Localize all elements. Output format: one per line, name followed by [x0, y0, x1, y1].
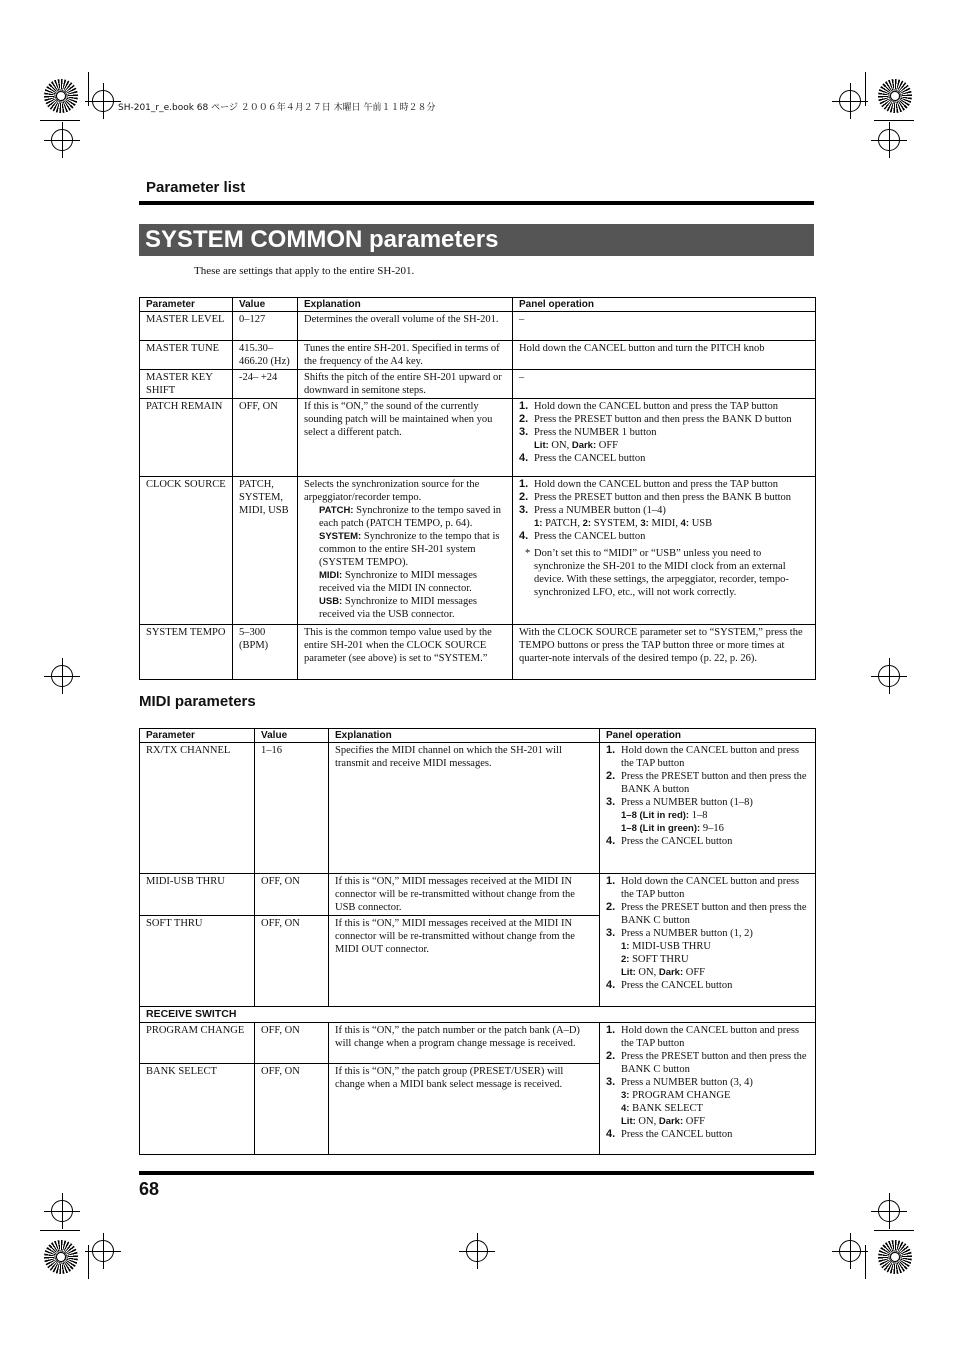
- param-cell: SOFT THRU: [140, 916, 255, 1007]
- step-number: 3.: [606, 1076, 616, 1088]
- panel-cell: [600, 1023, 816, 1155]
- system-common-table: [139, 297, 816, 680]
- column-header: Parameter: [140, 729, 255, 743]
- table-row: [140, 312, 816, 341]
- table-row: [140, 874, 816, 916]
- param-cell: MASTER TUNE: [140, 341, 233, 370]
- crop-mark: [88, 72, 89, 106]
- param-cell: CLOCK SOURCE: [140, 477, 233, 625]
- explanation-cell: If this is “ON,” the patch group (PRESET/USER) will change when a MIDI bank select message is received.: [329, 1064, 600, 1155]
- step: [606, 835, 809, 848]
- crosshair-icon: [878, 1200, 900, 1222]
- print-header: SH-201_r_e.book 68 ページ ２００６年４月２７日 木曜日 午前１１時２８分: [118, 103, 436, 113]
- crop-mark: [40, 1230, 80, 1231]
- panel-cell: –: [513, 370, 816, 399]
- crosshair-icon: [92, 90, 114, 112]
- step-number: 2.: [519, 413, 529, 425]
- param-cell: BANK SELECT: [140, 1064, 255, 1155]
- step-options: 4: BANK SELECT: [621, 1103, 703, 1114]
- step-text: Press the PRESET button and then press the BANK B button: [534, 492, 792, 503]
- table-row: [140, 743, 816, 874]
- registration-star-icon: [878, 79, 912, 113]
- crosshair-icon: [878, 129, 900, 151]
- table-row: [140, 477, 816, 625]
- table-row: [140, 370, 816, 399]
- midi-heading: MIDI parameters: [139, 693, 256, 710]
- crosshair-icon: [878, 665, 900, 687]
- explanation-cell: If this is “ON,” MIDI messages received at the MIDI IN connector will be re-transmitted without change from the MIDI OUT connector.: [329, 916, 600, 1007]
- step: [606, 927, 809, 940]
- crop-mark: [874, 120, 914, 121]
- step-options: 1: PATCH, 2: SYSTEM, 3: MIDI, 4: USB: [534, 518, 713, 529]
- value-cell: 1–16: [255, 743, 329, 874]
- step: [519, 491, 809, 504]
- crosshair-icon: [51, 129, 73, 151]
- panel-cell: With the CLOCK SOURCE parameter set to “SYSTEM,” press the TEMPO buttons or press the TAP button three or more times at quarter-note intervals of the desired tempo (p. 22, p. 26).: [513, 625, 816, 680]
- step: [606, 979, 809, 992]
- step-text: Press the NUMBER 1 button: [534, 427, 657, 438]
- param-cell: MASTER LEVEL: [140, 312, 233, 341]
- crosshair-icon: [51, 665, 73, 687]
- step-text: Press the PRESET button and then press the BANK D button: [534, 414, 792, 425]
- param-cell: SYSTEM TEMPO: [140, 625, 233, 680]
- step-options: 2: SOFT THRU: [621, 954, 689, 965]
- value-cell: OFF, ON: [255, 1023, 329, 1064]
- param-cell: MIDI-USB THRU: [140, 874, 255, 916]
- step-text: Hold down the CANCEL button and press the TAP button: [621, 1025, 800, 1049]
- table-row: [140, 399, 816, 477]
- step: [519, 504, 809, 517]
- panel-cell: [513, 399, 816, 477]
- table-row: [140, 341, 816, 370]
- step: [519, 400, 809, 413]
- step-number: 2.: [606, 901, 616, 913]
- step: [606, 796, 809, 809]
- crosshair-icon: [92, 1240, 114, 1262]
- step-text: Hold down the CANCEL button and press the TAP button: [534, 401, 779, 412]
- step-number: 4.: [606, 835, 616, 847]
- panel-cell: [600, 874, 816, 1007]
- registration-star-icon: [44, 1240, 78, 1274]
- crop-mark: [88, 1245, 89, 1279]
- step-options: Lit: ON, Dark: OFF: [621, 1116, 706, 1127]
- table-header-row: [140, 298, 816, 312]
- footer-rule: [139, 1171, 814, 1175]
- receive-switch-label: RECEIVE SWITCH: [140, 1007, 816, 1023]
- page-number: 68: [139, 1179, 160, 1199]
- step-number: 1.: [519, 400, 529, 412]
- step-number: 1.: [519, 478, 529, 490]
- midi-parameters-table: [139, 728, 816, 1155]
- step-text: Press the PRESET button and then press the BANK C button: [621, 1051, 807, 1075]
- explanation-cell: If this is “ON,” the patch number or the patch bank (A–D) will change when a program change message is received.: [329, 1023, 600, 1064]
- step-number: 4.: [519, 530, 529, 542]
- crosshair-icon: [839, 1240, 861, 1262]
- step-text: Press a NUMBER button (1, 2): [621, 928, 753, 939]
- explanation-cell: If this is “ON,” MIDI messages received at the MIDI IN connector will be re-transmitted without change from the USB connector.: [329, 874, 600, 916]
- panel-cell: –: [513, 312, 816, 341]
- step-number: 4.: [606, 979, 616, 991]
- crop-mark: [40, 120, 80, 121]
- crop-mark: [865, 72, 866, 106]
- explanation-cell: Tunes the entire SH-201. Specified in terms of the frequency of the A4 key.: [298, 341, 513, 370]
- param-cell: PROGRAM CHANGE: [140, 1023, 255, 1064]
- step-number: 4.: [519, 452, 529, 464]
- step-number: 1.: [606, 1024, 616, 1036]
- crosshair-icon: [839, 90, 861, 112]
- step-text: Hold down the CANCEL button and press the TAP button: [621, 745, 800, 769]
- step-text: Press the PRESET button and then press the BANK A button: [621, 771, 807, 795]
- panel-cell: Hold down the CANCEL button and turn the PITCH knob: [513, 341, 816, 370]
- step-number: 2.: [606, 770, 616, 782]
- explanation-cell: Determines the overall volume of the SH-201.: [298, 312, 513, 341]
- step-text: Press a NUMBER button (1–4): [534, 505, 666, 516]
- step: [606, 744, 809, 770]
- value-cell: OFF, ON: [255, 916, 329, 1007]
- column-header: Panel operation: [513, 298, 816, 312]
- column-header: Value: [255, 729, 329, 743]
- column-header: Panel operation: [600, 729, 816, 743]
- step: [519, 530, 809, 543]
- explanation-cell: Specifies the MIDI channel on which the SH-201 will transmit and receive MIDI messages.: [329, 743, 600, 874]
- column-header: Value: [233, 298, 298, 312]
- step: [606, 901, 809, 927]
- step-options: Lit: ON, Dark: OFF: [621, 967, 706, 978]
- value-cell: -24– +24: [233, 370, 298, 399]
- param-cell: PATCH REMAIN: [140, 399, 233, 477]
- table-group-row: [140, 1007, 816, 1023]
- step-text: Hold down the CANCEL button and press the TAP button: [534, 479, 779, 490]
- table-row: [140, 625, 816, 680]
- step-text: Press the CANCEL button: [534, 453, 646, 464]
- step-text: Press the CANCEL button: [534, 531, 646, 542]
- step-number: 2.: [606, 1050, 616, 1062]
- table-header-row: [140, 729, 816, 743]
- explanation-cell: Shifts the pitch of the entire SH-201 upward or downward in semitone steps.: [298, 370, 513, 399]
- explanation-cell: If this is “ON,” the sound of the currently sounding patch will be maintained when you select a different patch.: [298, 399, 513, 477]
- column-header: Explanation: [298, 298, 513, 312]
- page-title: SYSTEM COMMON parameters: [139, 224, 814, 256]
- param-cell: RX/TX CHANNEL: [140, 743, 255, 874]
- column-header: Parameter: [140, 298, 233, 312]
- step-number: 4.: [606, 1128, 616, 1140]
- step-text: Press a NUMBER button (3, 4): [621, 1077, 753, 1088]
- explanation-cell: Selects the synchronization source for the arpeggiator/recorder tempo. PATCH: Synchronize to the tempo saved in each patch (PATCH TEMPO, p. 64). SYSTEM: Synchronize to the tempo that is common to the entire SH-201 system (SYSTEM TEMPO). MIDI: Synchronize to MIDI messages received via the MIDI IN connector. USB: Synchronize to MIDI messages received via the USB connector.: [298, 477, 513, 625]
- step: [519, 452, 809, 465]
- step: [606, 1050, 809, 1076]
- step-number: 3.: [606, 796, 616, 808]
- step-number: 3.: [519, 426, 529, 438]
- explanation-cell: This is the common tempo value used by the entire SH-201 when the CLOCK SOURCE parameter (see above) is set to “SYSTEM.”: [298, 625, 513, 680]
- value-cell: 0–127: [233, 312, 298, 341]
- step-text: Press a NUMBER button (1–8): [621, 797, 753, 808]
- step: [606, 1128, 809, 1141]
- section-rule: [139, 201, 814, 205]
- step-options: 3: PROGRAM CHANGE: [621, 1090, 731, 1101]
- value-cell: 415.30–466.20 (Hz): [233, 341, 298, 370]
- registration-star-icon: [44, 79, 78, 113]
- step: [606, 1076, 809, 1089]
- step: [519, 413, 809, 426]
- value-cell: OFF, ON: [255, 874, 329, 916]
- step-text: Press the CANCEL button: [621, 980, 733, 991]
- step-options: 1–8 (Lit in red): 1–8: [621, 810, 708, 821]
- intro-text: These are settings that apply to the entire SH-201.: [194, 265, 415, 277]
- crosshair-icon: [466, 1240, 488, 1262]
- crop-mark: [874, 1230, 914, 1231]
- step-text: Press the CANCEL button: [621, 1129, 733, 1140]
- table-row: [140, 1023, 816, 1064]
- section-label: Parameter list: [146, 179, 246, 196]
- step-text: Press the CANCEL button: [621, 836, 733, 847]
- crosshair-icon: [51, 1200, 73, 1222]
- value-cell: PATCH, SYSTEM, MIDI, USB: [233, 477, 298, 625]
- step-number: 2.: [519, 491, 529, 503]
- step-number: 3.: [606, 927, 616, 939]
- step: [519, 478, 809, 491]
- registration-star-icon: [878, 1240, 912, 1274]
- step: [606, 875, 809, 901]
- step-text: Press the PRESET button and then press the BANK C button: [621, 902, 807, 926]
- value-cell: 5–300 (BPM): [233, 625, 298, 680]
- step-number: 1.: [606, 744, 616, 756]
- step: [606, 770, 809, 796]
- step-number: 1.: [606, 875, 616, 887]
- step-number: 3.: [519, 504, 529, 516]
- column-header: Explanation: [329, 729, 600, 743]
- param-cell: MASTER KEY SHIFT: [140, 370, 233, 399]
- step: [519, 426, 809, 439]
- value-cell: OFF, ON: [233, 399, 298, 477]
- note: * Don’t set this to “MIDI” or “USB” unless you need to synchronize the SH-201 to the MIDI clock from an external device. With these settings, the arpeggiator, recorder, tempo-synchronized LFO, etc., will not work correctly.: [525, 548, 789, 598]
- panel-cell: [513, 477, 816, 625]
- step-options: 1–8 (Lit in green): 9–16: [621, 823, 724, 834]
- step-options: 1: MIDI-USB THRU: [621, 941, 711, 952]
- value-cell: OFF, ON: [255, 1064, 329, 1155]
- step: [606, 1024, 809, 1050]
- panel-cell: [600, 743, 816, 874]
- step-text: Hold down the CANCEL button and press the TAP button: [621, 876, 800, 900]
- step-options: Lit: ON, Dark: OFF: [534, 440, 619, 451]
- crop-mark: [865, 1245, 866, 1279]
